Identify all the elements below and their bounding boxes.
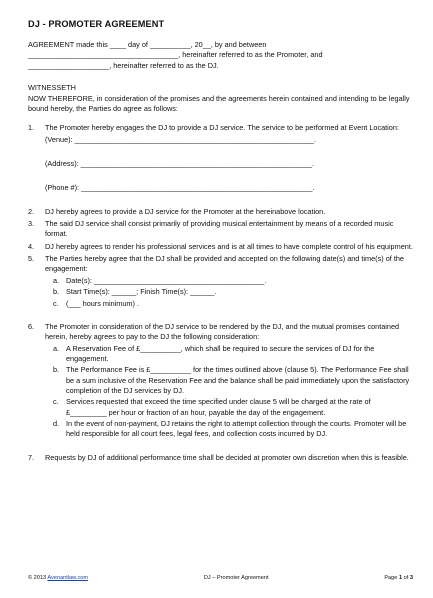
document-title: DJ - PROMOTER AGREEMENT bbox=[28, 19, 165, 29]
hours-field: (___ hours minimum) . bbox=[66, 298, 139, 308]
footer-page-number bbox=[384, 575, 413, 583]
page-label: Page bbox=[384, 575, 398, 581]
page-total: 3 bbox=[409, 575, 413, 581]
clause-5c bbox=[45, 299, 413, 309]
clause-number: 2. bbox=[28, 206, 35, 216]
clause-6 bbox=[28, 322, 413, 440]
intro-block bbox=[28, 40, 413, 71]
venue-field: (Venue): ___________________________________________________________. bbox=[45, 134, 317, 144]
sub-clause-letter: b. bbox=[53, 287, 60, 297]
witnesseth-heading: WITNESSETH bbox=[28, 83, 76, 93]
clause-text: The Parties hereby agree that the DJ shall be provided and accepted on the following date(s) and time(s) of the engagement: bbox=[45, 254, 404, 274]
clause-7 bbox=[28, 453, 413, 463]
clause-number: 6. bbox=[28, 321, 35, 331]
clause-text: The said DJ service shall consist primarily of providing musical entertainment by means of a recorded music format. bbox=[45, 219, 394, 239]
clause-number: 7. bbox=[28, 452, 35, 462]
clause-5 bbox=[28, 254, 413, 309]
non-payment-text: In the event of non-payment, DJ retains the right to attempt collection through the courts. Promoter will be held responsible for all court fees, legal fees, and collection costs incurred by DJ. bbox=[66, 419, 407, 439]
witnesseth-text: NOW THEREFORE, in consideration of the promises and the agreements herein contained and intending to be legally bound hereby, the Parties do agree as follows: bbox=[28, 93, 410, 113]
footer-doc-title: DJ – Promoter Agreement bbox=[203, 575, 269, 581]
overtime-rate-text: Services requested that exceed the time specified under clause 5 will be charged at the rate of £_________ per hour or fraction of an hour, payable the day of the engagement. bbox=[66, 397, 371, 417]
intro-line-1: AGREEMENT made this ____ day of __________, 20__, by and between bbox=[28, 40, 267, 50]
phone-field: (Phone #): _________________________________________________________. bbox=[45, 183, 315, 193]
clause-6a bbox=[45, 344, 413, 365]
witnesseth-block bbox=[28, 83, 413, 114]
clause-text: The Promoter in consideration of the DJ service to be rendered by the DJ, and the mutual promises contained herein, hereby agrees to pay to the DJ the following consideration: bbox=[45, 321, 400, 342]
clause-5a bbox=[45, 276, 413, 286]
site-link[interactable]: Avenantlaw.com bbox=[47, 575, 89, 581]
address-field: (Address): _________________________________________________________. bbox=[45, 158, 315, 168]
dates-field: Date(s): __________________________________________. bbox=[66, 275, 267, 285]
sub-clause-letter: b. bbox=[53, 365, 60, 375]
clause-text: The Promoter hereby engages the DJ to provide a DJ service. The service to be performed at Event Location: bbox=[45, 123, 399, 133]
clause-number: 1. bbox=[28, 123, 35, 133]
clause-6d bbox=[45, 419, 413, 440]
clause-number: 4. bbox=[28, 241, 35, 251]
clause-5b bbox=[45, 287, 413, 297]
clause-6b bbox=[45, 365, 413, 396]
copyright-text: © 2013 bbox=[28, 575, 47, 581]
clause-4 bbox=[28, 242, 413, 252]
reservation-fee-text: A Reservation Fee of £__________, which shall be required to secure the services of DJ for the engagement. bbox=[66, 343, 375, 363]
clause-2 bbox=[28, 207, 413, 217]
clause-text: DJ hereby agrees to render his professional services and is at all times to have complete control of his equipment. bbox=[45, 241, 413, 251]
clause-text: DJ hereby agrees to provide a DJ service for the Promoter at the hereinabove location. bbox=[45, 206, 326, 216]
page-footer bbox=[28, 575, 413, 583]
clause-text: Requests by DJ of additional performance time shall be decided at promoter own discretion when this is feasible. bbox=[45, 452, 409, 462]
performance-fee-text: The Performance Fee is £__________ for the times outlined above (clause 5). The Performance Fee shall be a sum inclusive of the Reservation Fee and the balance shall be paid immediately upon the satisfactory completion of the DJ services by DJ. bbox=[66, 365, 410, 396]
sub-clause-letter: c. bbox=[53, 298, 59, 308]
sub-clause-letter: a. bbox=[53, 343, 60, 353]
clause-number: 5. bbox=[28, 254, 35, 264]
clause-number: 3. bbox=[28, 219, 35, 229]
times-field: Start Time(s): ______; Finish Time(s): ______. bbox=[66, 287, 217, 297]
clause-6c bbox=[45, 397, 413, 418]
intro-line-2: _____________________________________, hereinafter referred to as the Promoter, and bbox=[28, 50, 323, 60]
sub-clause-letter: c. bbox=[53, 397, 59, 407]
intro-line-3: ____________________, hereinafter referred to as the DJ. bbox=[28, 60, 219, 70]
document-page bbox=[28, 18, 413, 465]
clause-1 bbox=[28, 123, 413, 193]
sub-clause-letter: a. bbox=[53, 275, 60, 285]
page-of: of bbox=[403, 575, 409, 581]
clause-3 bbox=[28, 219, 413, 240]
page-current: 1 bbox=[398, 575, 403, 581]
footer-copyright bbox=[28, 575, 88, 583]
sub-clause-letter: d. bbox=[53, 419, 60, 429]
